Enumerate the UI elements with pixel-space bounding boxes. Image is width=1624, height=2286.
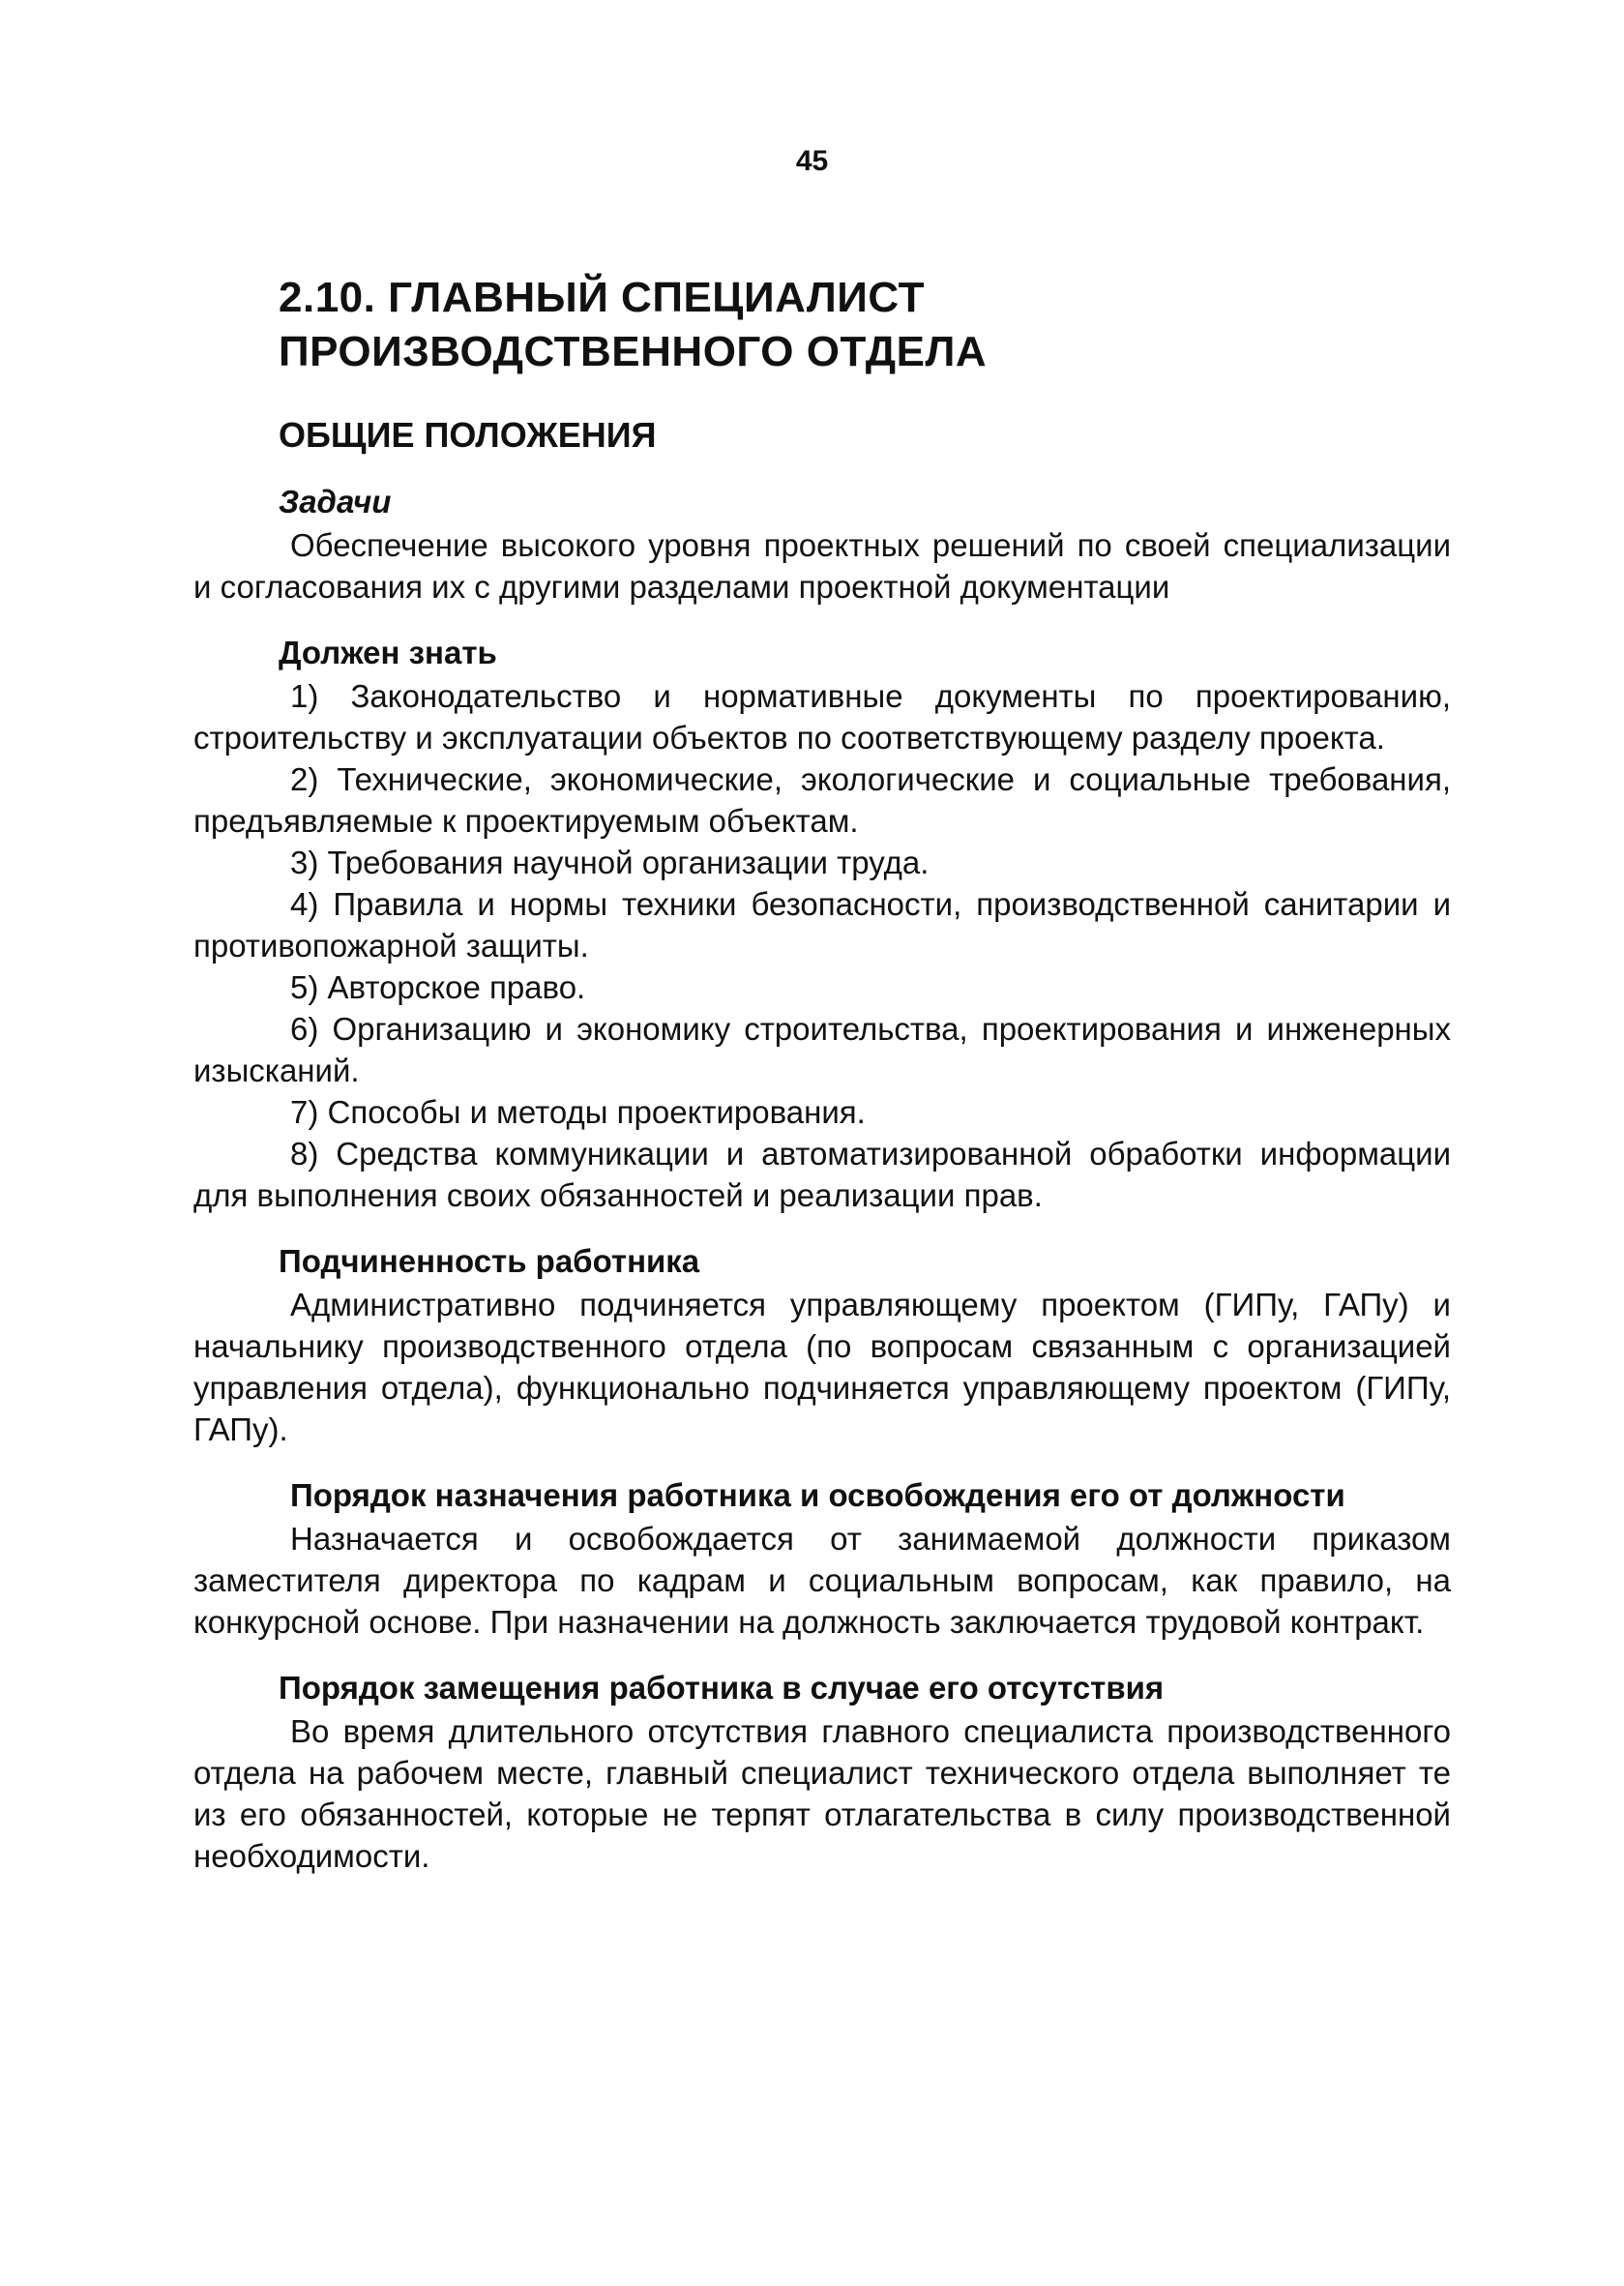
subordination-text: Административно подчиняется управляющему проектом (ГИПу, ГАПу) и начальнику производственного отдела (по вопросам связанным с организацией управления отдела), функционально подчиняется управляющему проектом (ГИПу, ГАПу). [193,1287,1451,1447]
page-number: 45 [795,145,829,177]
knowledge-item: 8) Средства коммуникации и автоматизированной обработки информации для выполнения своих обязанностей и реализации прав. [193,1136,1451,1213]
appointment-heading: Порядок назначения работника и освобождения его от должности [290,1477,1345,1513]
subordination-section [193,1241,1451,1450]
knowledge-item: 7) Способы и методы проектирования. [290,1094,866,1130]
knowledge-section [193,633,1451,1216]
knowledge-item: 2) Технические, экономические, экологические и социальные требования, предъявляемые к проектируемым объектам. [193,761,1451,839]
appointment-text: Назначается и освобождается от занимаемой должности приказом заместителя директора по кадрам и социальным вопросам, как правило, на конкурсной основе. При назначении на должность заключается трудовой контракт. [193,1521,1451,1640]
substitution-heading: Порядок замещения работника в случае его отсутствия [279,1670,1165,1706]
knowledge-item: 1) Законодательство и нормативные документы по проектированию, строительству и эксплуатации объектов по соответствующему разделу проекта. [193,678,1451,756]
tasks-section [193,482,1451,608]
substitution-text: Во время длительного отсутствия главного специалиста производственного отдела на рабочем месте, главный специалист технического отдела выполняет те из его обязанностей, которые не терпят отлагательства в силу производственной необходимости. [193,1713,1451,1874]
subsection-title: ОБЩИЕ ПОЛОЖЕНИЯ [279,415,657,455]
knowledge-item: 3) Требования научной организации труда. [290,845,930,880]
knowledge-item: 4) Правила и нормы техники безопасности, производственной санитарии и противопожарной защиты. [193,886,1451,964]
knowledge-heading: Должен знать [279,635,497,670]
appointment-section [193,1475,1451,1643]
section-title: 2.10. ГЛАВНЫЙ СПЕЦИАЛИСТ ПРОИЗВОДСТВЕННОГО ОТДЕЛА [279,274,988,375]
substitution-section [193,1668,1451,1877]
tasks-heading: Задачи [279,484,392,520]
knowledge-item: 5) Авторское право. [290,969,586,1005]
tasks-text: Обеспечение высокого уровня проектных решений по своей специализации и согласования их с другими разделами проектной документации [193,527,1451,605]
knowledge-item: 6) Организацию и экономику строительства, проектирования и инженерных изысканий. [193,1011,1451,1088]
page-content [193,271,1451,1877]
subordination-heading: Подчиненность работника [279,1243,700,1279]
